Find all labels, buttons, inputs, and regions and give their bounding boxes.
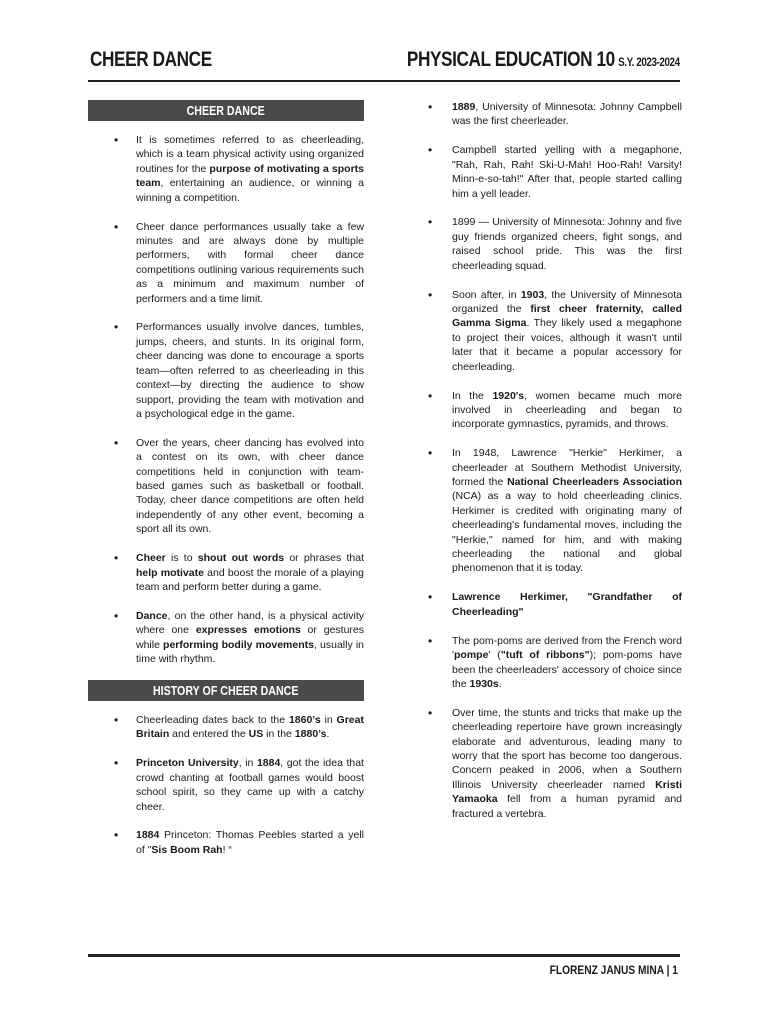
bullet-item (412, 446, 682, 576)
bullet-item (88, 756, 364, 814)
text: fell from a human pyramid and fractured a vertebra. (452, 793, 682, 820)
bullet-item (412, 706, 682, 821)
bold-text: Sis Boom Rah (151, 843, 223, 856)
text: , on the other hand, is a physical activity where one (136, 609, 364, 637)
bullet-item (88, 436, 364, 537)
text: , got the idea that crowd chanting at football games would boost school spirit, so they came up with a catchy cheer. (136, 757, 364, 813)
bold-text: 1889 (452, 101, 476, 113)
bold-text: shout out words (197, 552, 285, 565)
cheer-dance-list (88, 133, 364, 667)
author-name: FLORENZ JANUS MINA (549, 963, 664, 977)
text: ' ( (488, 649, 501, 662)
bullet-item (88, 609, 364, 667)
history-list (88, 713, 364, 857)
text: is to (165, 552, 198, 565)
page-footer (88, 954, 680, 977)
bullet-item (88, 828, 364, 857)
text: Performances usually involve dances, tumbles, jumps, cheers, and stunts. In its original form, cheer dancing was done to encourage a sports team—often referred to as cheerleading in this context—by directing the audience to show support, providing the team with motivation and a psychological edge in the game. (136, 321, 364, 420)
text: The pom-poms are derived from the French word ' (452, 634, 682, 662)
bold-text: 1880’s (294, 728, 327, 741)
bullet-item (88, 551, 364, 594)
text: in (320, 714, 337, 726)
bullet-item (412, 143, 682, 201)
bold-text: National Cheerleaders Association (507, 476, 682, 489)
text: . They likely used a megaphone to project their voices, although it wasn't until later that it became a popular accessory for cheerleading. (452, 317, 682, 373)
bold-text: 1884 (136, 829, 160, 842)
text: ); pom-poms have been the cheerleaders' accessory of choice since the (452, 649, 683, 690)
text: , University of Minnesota: Johnny Campbell was the first cheerleader. (452, 101, 682, 128)
right-column (412, 100, 682, 836)
text: or phrases that (284, 552, 364, 565)
bullet-item (412, 100, 682, 129)
text: Princeton: Thomas Peebles started a yell of " (136, 829, 364, 856)
header-title-right (407, 48, 680, 72)
text: . (326, 728, 330, 741)
text: Over the years, cheer dancing has evolved into a contest on its own, with cheer dance competitions held in conjunction with team-based games such as basketball or football. Today, cheer dance competitions are often held independently of any other event, becoming a sport all its own. (136, 436, 364, 536)
text: , usually in time with rhythm. (136, 638, 364, 666)
text: . (498, 677, 502, 690)
bold-text: 1930s (469, 677, 499, 690)
text: Over time, the stunts and tricks that make up the cheerleading repertoire have grown increasingly elaborate and adventurous, leading many to worry that the sport has become too dangerous. Concern peaked in 2006, when a Southern Illinois University cheerleader named (452, 706, 682, 791)
bold-text: help motivate (136, 566, 204, 579)
bullet-item (412, 590, 682, 619)
bullet-item (412, 215, 682, 273)
bold-text: expresses emotions (195, 624, 301, 637)
text: , women became much more involved in cheerleading and began to incorporate gymnastics, pyramids, and throws. (452, 389, 682, 431)
bullet-item (412, 389, 682, 432)
bold-text: performing bodily movements (163, 638, 314, 651)
bullet-item (412, 288, 682, 374)
bold-text: Kristi Yamaoka (452, 778, 682, 806)
bullet-item (412, 634, 682, 692)
text: Soon after, in (452, 288, 521, 301)
footer-separator: | (666, 963, 670, 977)
bullet-item (88, 133, 364, 205)
text: and boost the morale of a playing team and perform better during a game. (136, 566, 364, 593)
bold-text: 1903 (520, 288, 545, 301)
history-continued-list (412, 100, 682, 821)
bold-text: pompe (454, 649, 489, 662)
text: or gestures while (136, 624, 364, 651)
bold-text: Princeton University (136, 757, 239, 770)
bullet-item (88, 320, 364, 421)
bold-text: Cheer (136, 552, 166, 565)
bold-text: first cheer fraternity, called Gamma Sigma (452, 302, 682, 330)
left-column (88, 100, 364, 872)
bold-text: purpose of motivating a sports team (136, 162, 365, 190)
page-number: 1 (672, 963, 678, 977)
text: , entertaining an audience, or winning a winning a competition. (136, 177, 364, 204)
text: 1899 — University of Minnesota: Johnny and five guy friends organized cheers, fight songs, and raised school pride. This was the first cheerleading squad. (452, 216, 682, 272)
section-heading-cheer-dance: CHEER DANCE (88, 100, 364, 121)
text: ! “ (222, 843, 232, 856)
header-title-left: CHEER DANCE (90, 48, 212, 71)
bold-text: Dance (136, 609, 168, 622)
text: in the (263, 728, 295, 741)
text: Cheerleading dates back to the (136, 714, 289, 726)
text: In the (452, 389, 493, 402)
text: Cheer dance performances usually take a few minutes and are always done by multiple performers, with formal cheer dance competitions outlining various requirements such as a minimum and maximum number of performers and a time limit. (136, 220, 364, 305)
school-year: S.Y. 2023-2024 (618, 55, 680, 69)
text: and entered the (169, 728, 249, 741)
text: Campbell started yelling with a megaphone, "Rah, Rah, Rah! Ski-U-Mah! Hoo-Rah! Varsity! Minn-e-so-tah!" After that, people started calling him a yell leader. (452, 144, 682, 200)
bold-text: Great Britain (136, 714, 364, 741)
text: In 1948, Lawrence "Herkie" Herkimer, a cheerleader at Southern Methodist University, formed the (452, 447, 682, 489)
text: , in (238, 757, 257, 770)
page-header (88, 46, 680, 82)
bold-text: "tuft of ribbons" (500, 649, 590, 662)
bold-text: 1920's (492, 389, 525, 402)
bullet-item (88, 713, 364, 742)
bold-text: US (248, 728, 264, 741)
bold-text: 1860’s (288, 714, 321, 726)
bold-text: Lawrence Herkimer, "Grandfather of Cheerleading" (452, 591, 682, 618)
text: It is sometimes referred to as cheerleading, which is a team physical activity using organized routines for the (136, 134, 364, 175)
bullet-item (88, 220, 364, 306)
footer-credit (550, 963, 678, 977)
bold-text: 1884 (256, 757, 281, 770)
text: (NCA) as a way to hold cheerleading clinics. Herkimer is credited with originating many of cheerleading's fundamental moves, including the "Herkie," named for him, and with making cheerleading the national and global phenomenon that it is today. (452, 490, 682, 575)
section-heading-history: HISTORY OF CHEER DANCE (88, 680, 364, 701)
text: , the University of Minnesota organized the (452, 288, 682, 315)
subject-title: PHYSICAL EDUCATION 10 (407, 48, 616, 71)
